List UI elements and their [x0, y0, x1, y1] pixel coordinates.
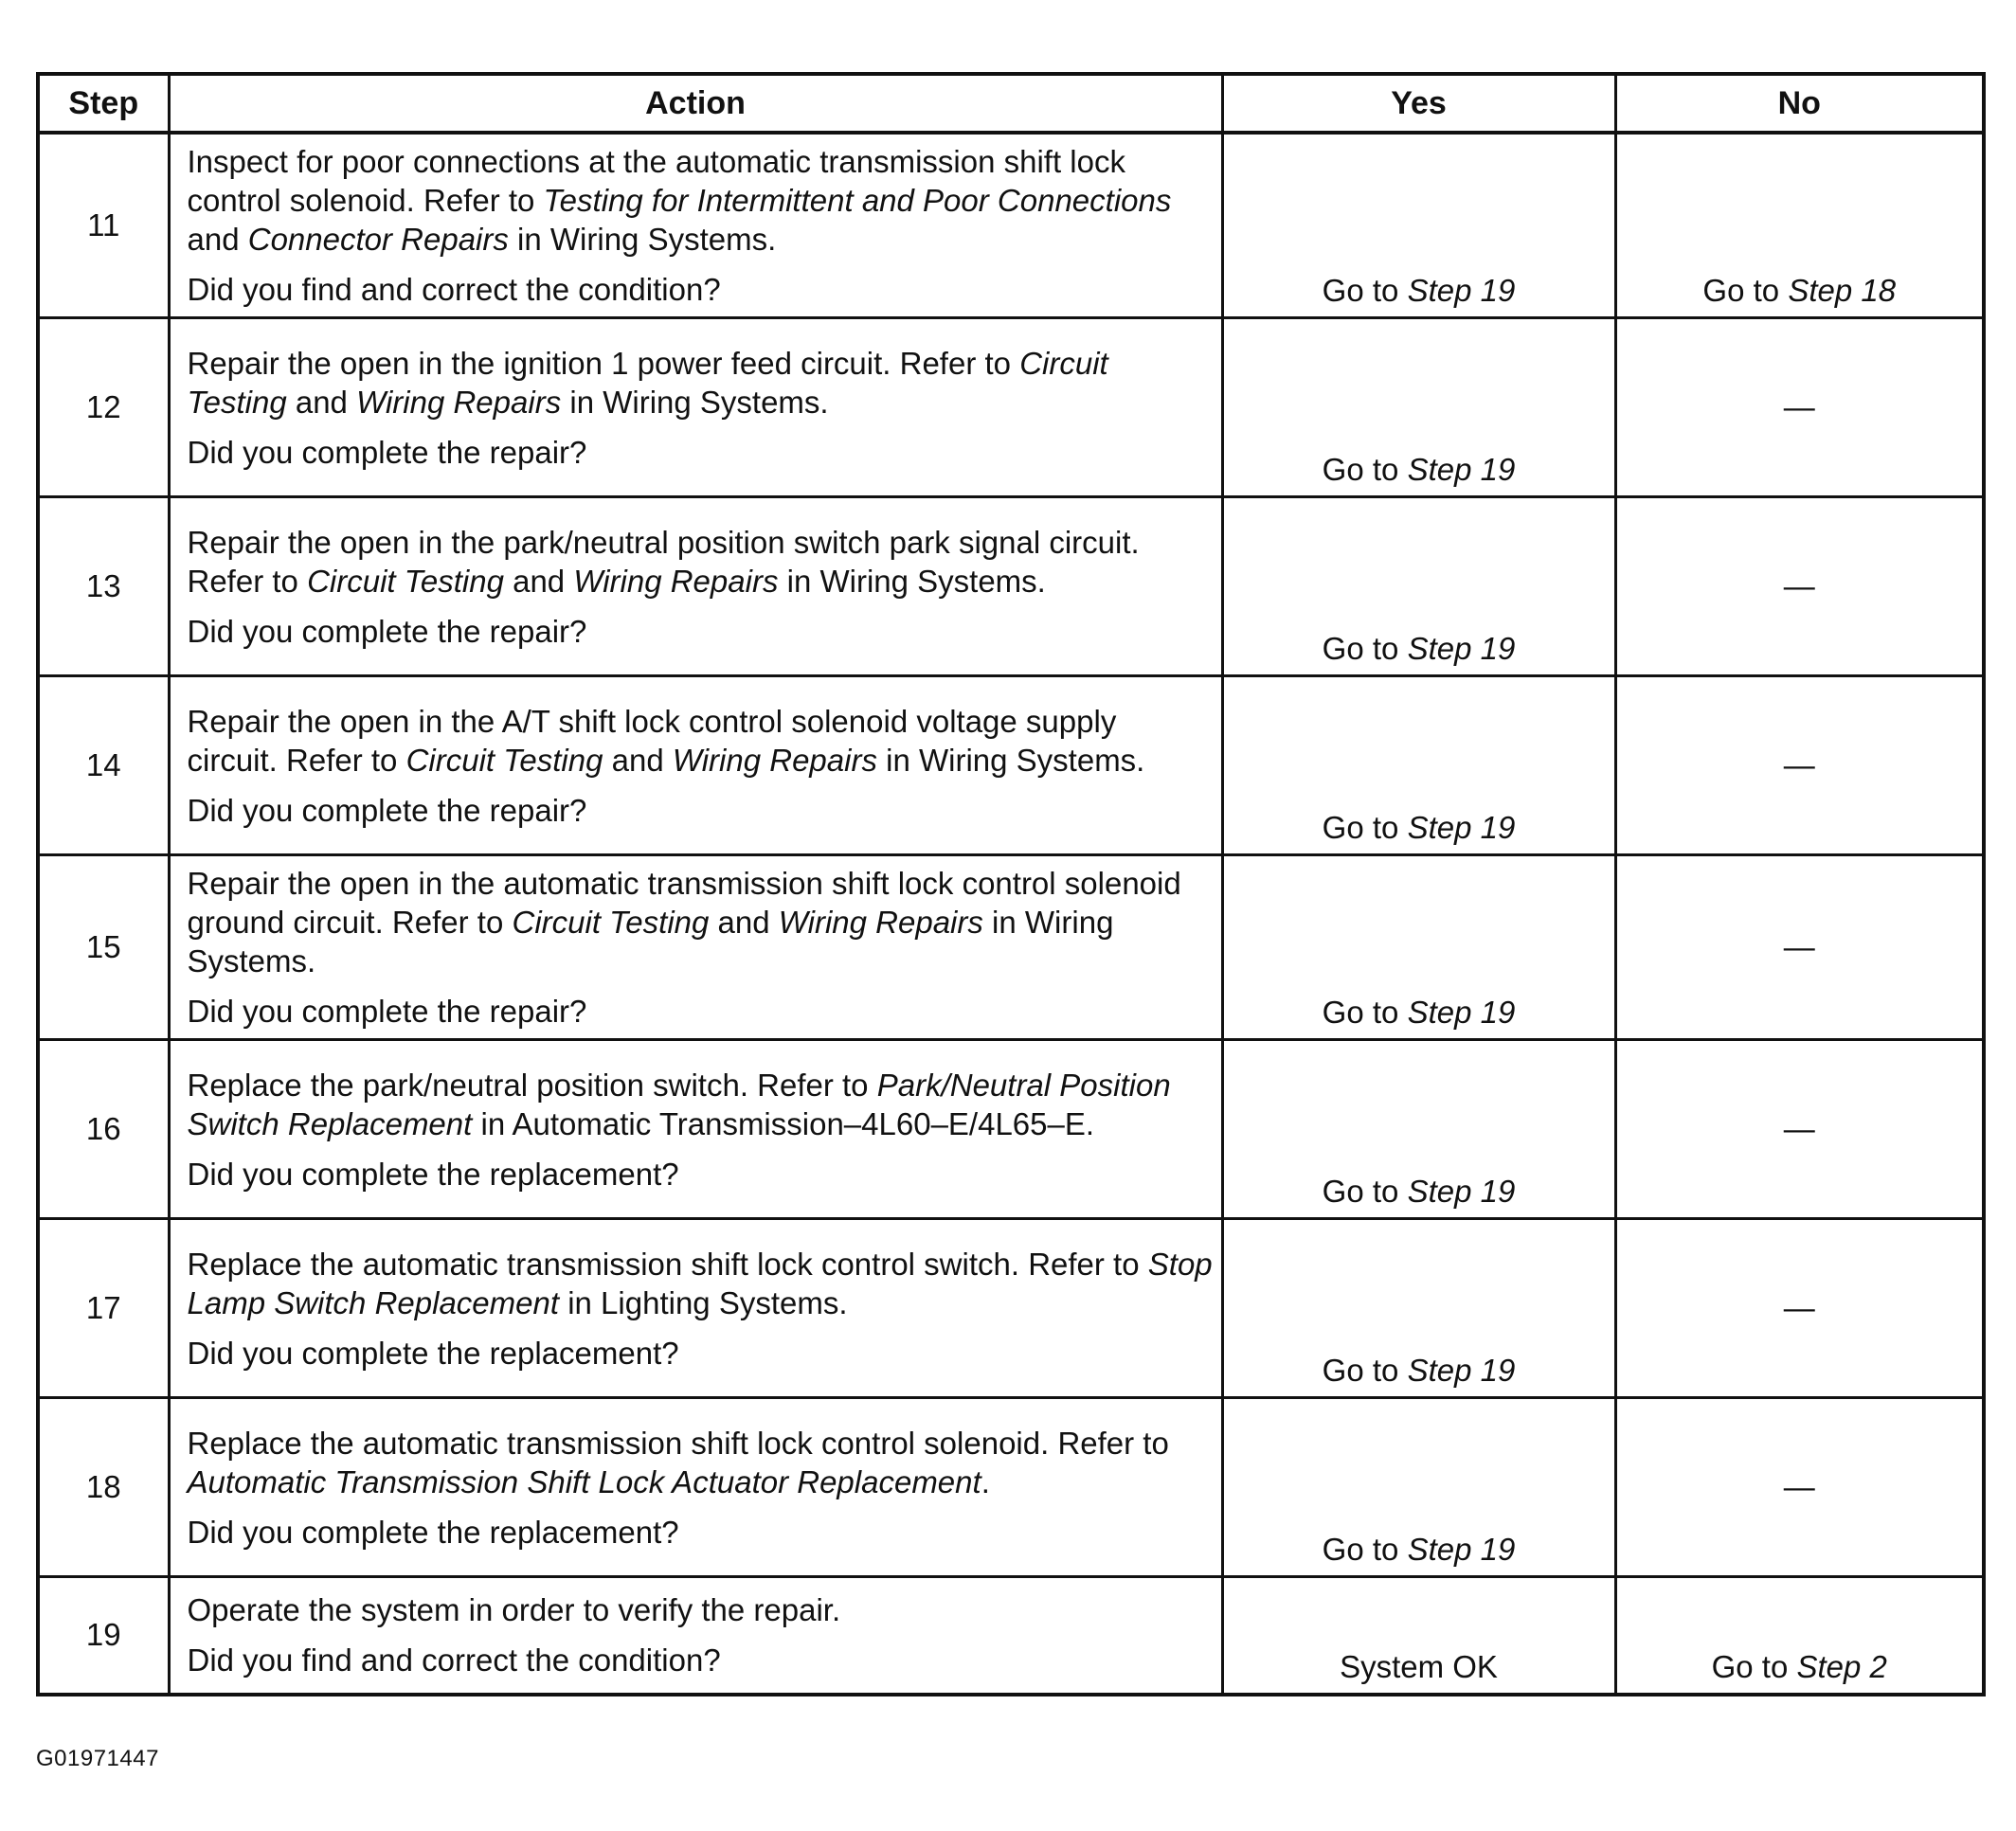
action-cell [169, 1577, 1222, 1695]
action-text-run: and [286, 384, 357, 420]
step-number: 16 [38, 1040, 169, 1219]
action-instruction [188, 1066, 1214, 1143]
action-text-run: Operate the system in order to verify the repair. [187, 1592, 841, 1628]
yes-reference: Step 19 [1407, 452, 1516, 487]
step-number: 19 [38, 1577, 169, 1695]
action-text-run: in Automatic Transmission–4L60–E/4L65–E. [472, 1105, 1095, 1141]
action-text-run: Inspect for poor connections at the automatic transmission shift lock control solenoid. Refer to [187, 144, 1125, 218]
no-text-run: Go to [1711, 1648, 1797, 1684]
table-body [38, 133, 1984, 1695]
action-question: Did you complete the repair? [187, 792, 587, 828]
yes-result [1222, 318, 1615, 497]
action-reference: Stop Lamp Switch Replacement [187, 1246, 1213, 1320]
no-result [1615, 1398, 1984, 1577]
no-text-run: Go to [1702, 273, 1789, 308]
table-row [38, 318, 1984, 497]
yes-result [1222, 1398, 1615, 1577]
no-reference: Step 18 [1788, 273, 1897, 308]
yes-result [1222, 1577, 1615, 1695]
no-text-run: — [1783, 1469, 1815, 1504]
step-number: 17 [38, 1219, 169, 1398]
action-reference: Park/Neutral Position Switch Replacement [187, 1067, 1171, 1141]
no-result [1615, 1577, 1984, 1695]
action-text-run: in Wiring Systems. [876, 742, 1145, 778]
table-row [38, 133, 1984, 318]
step-number: 13 [38, 497, 169, 676]
yes-text-run: Go to [1322, 273, 1408, 308]
table-row [38, 1577, 1984, 1695]
action-reference: Wiring Repairs [778, 905, 983, 940]
action-cell [169, 676, 1222, 855]
table-row [38, 1219, 1984, 1398]
action-cell [169, 133, 1222, 318]
action-text-run: in Wiring Systems. [561, 384, 829, 420]
yes-result [1222, 1219, 1615, 1398]
yes-text-run: Go to [1322, 995, 1408, 1030]
action-instruction [188, 1424, 1214, 1501]
action-text-run: and [503, 563, 574, 599]
yes-result [1222, 676, 1615, 855]
action-text-run: Repair the open in the A/T shift lock control solenoid voltage supply circuit. Refer to [187, 703, 1117, 778]
action-instruction [188, 1245, 1214, 1322]
diagnostic-table [36, 72, 1986, 1696]
yes-reference: Step 19 [1407, 1532, 1516, 1567]
table-row [38, 1040, 1984, 1219]
action-text-run: in Lighting Systems. [559, 1284, 848, 1320]
action-text-run: in Wiring Systems. [508, 222, 777, 257]
no-text-run: — [1783, 389, 1815, 424]
yes-text-run: Go to [1322, 1353, 1408, 1388]
action-question: Did you complete the replacement? [187, 1156, 679, 1192]
action-question: Did you complete the replacement? [187, 1514, 679, 1550]
action-question: Did you complete the repair? [187, 434, 587, 470]
action-text-run: and [187, 222, 248, 257]
no-result [1615, 676, 1984, 855]
action-instruction [188, 523, 1214, 601]
figure-id: G01971447 [36, 1746, 159, 1771]
yes-text-run: System OK [1340, 1648, 1498, 1684]
action-cell [169, 1398, 1222, 1577]
action-question: Did you complete the repair? [187, 994, 587, 1029]
action-cell [169, 497, 1222, 676]
action-reference: Circuit Testing [307, 563, 504, 599]
action-question: Did you complete the replacement? [187, 1335, 679, 1371]
action-question: Did you find and correct the condition? [187, 1643, 721, 1678]
yes-reference: Step 19 [1407, 1353, 1516, 1388]
action-instruction [188, 864, 1214, 980]
yes-text-run: Go to [1322, 810, 1408, 845]
no-text-run: — [1783, 1290, 1815, 1325]
action-instruction [188, 142, 1214, 259]
no-result [1615, 1040, 1984, 1219]
yes-text-run: Go to [1322, 1532, 1408, 1567]
yes-reference: Step 19 [1407, 631, 1516, 666]
no-result [1615, 318, 1984, 497]
table-row [38, 497, 1984, 676]
step-number: 11 [38, 133, 169, 318]
no-text-run: — [1783, 747, 1815, 782]
action-text-run: and [709, 905, 779, 940]
no-text-run: — [1783, 1111, 1815, 1146]
action-question: Did you complete the repair? [187, 613, 587, 649]
action-text-run: Repair the open in the ignition 1 power feed circuit. Refer to [187, 345, 1020, 381]
step-number: 12 [38, 318, 169, 497]
action-text-run: Replace the automatic transmission shift lock control solenoid. Refer to [187, 1425, 1169, 1461]
yes-reference: Step 19 [1407, 273, 1516, 308]
action-reference: Wiring Repairs [356, 384, 562, 420]
action-text-run: in Wiring Systems. [187, 905, 1114, 978]
action-reference: Testing for Intermittent and Poor Connections [543, 183, 1172, 218]
no-text-run: — [1783, 929, 1815, 964]
yes-result [1222, 1040, 1615, 1219]
header-row [38, 74, 1984, 133]
action-instruction [188, 344, 1214, 422]
no-result [1615, 855, 1984, 1040]
yes-text-run: Go to [1322, 631, 1408, 666]
action-instruction [188, 702, 1214, 780]
no-reference: Step 2 [1796, 1648, 1887, 1684]
action-cell [169, 1219, 1222, 1398]
yes-reference: Step 19 [1407, 1174, 1516, 1209]
step-number: 14 [38, 676, 169, 855]
action-cell [169, 318, 1222, 497]
action-text-run: and [603, 742, 673, 778]
action-text-run: in Wiring Systems. [778, 563, 1046, 599]
action-question: Did you find and correct the condition? [187, 272, 721, 307]
table-row [38, 1398, 1984, 1577]
action-reference: Automatic Transmission Shift Lock Actuator Replacement [187, 1463, 981, 1499]
header-no: No [1615, 74, 1984, 133]
header-action: Action [169, 74, 1222, 133]
action-text-run: Replace the automatic transmission shift lock control switch. Refer to [187, 1246, 1148, 1282]
table-row [38, 676, 1984, 855]
no-text-run: — [1783, 568, 1815, 603]
action-instruction [188, 1590, 1214, 1629]
step-number: 18 [38, 1398, 169, 1577]
yes-reference: Step 19 [1407, 995, 1516, 1030]
action-text-run: Repair the open in the park/neutral position switch park signal circuit. Refer to [187, 524, 1140, 599]
action-cell [169, 1040, 1222, 1219]
action-reference: Connector Repairs [247, 222, 509, 257]
header-yes: Yes [1222, 74, 1615, 133]
action-reference: Circuit Testing [512, 905, 710, 940]
action-reference: Wiring Repairs [573, 563, 779, 599]
action-reference: Wiring Repairs [672, 742, 877, 778]
action-cell [169, 855, 1222, 1040]
step-number: 15 [38, 855, 169, 1040]
yes-text-run: Go to [1322, 452, 1408, 487]
no-result [1615, 133, 1984, 318]
table-row [38, 855, 1984, 1040]
yes-text-run: Go to [1322, 1174, 1408, 1209]
no-result [1615, 1219, 1984, 1398]
action-text-run: Replace the park/neutral position switch. Refer to [187, 1067, 877, 1103]
action-text-run: . [981, 1463, 990, 1499]
yes-result [1222, 133, 1615, 318]
action-reference: Circuit Testing [405, 742, 603, 778]
header-step: Step [38, 74, 169, 133]
no-result [1615, 497, 1984, 676]
yes-result [1222, 497, 1615, 676]
yes-reference: Step 19 [1407, 810, 1516, 845]
action-text-run: Repair the open in the automatic transmission shift lock control solenoid ground circuit. Refer to [187, 866, 1181, 940]
yes-result [1222, 855, 1615, 1040]
action-reference: Circuit Testing [187, 345, 1108, 420]
